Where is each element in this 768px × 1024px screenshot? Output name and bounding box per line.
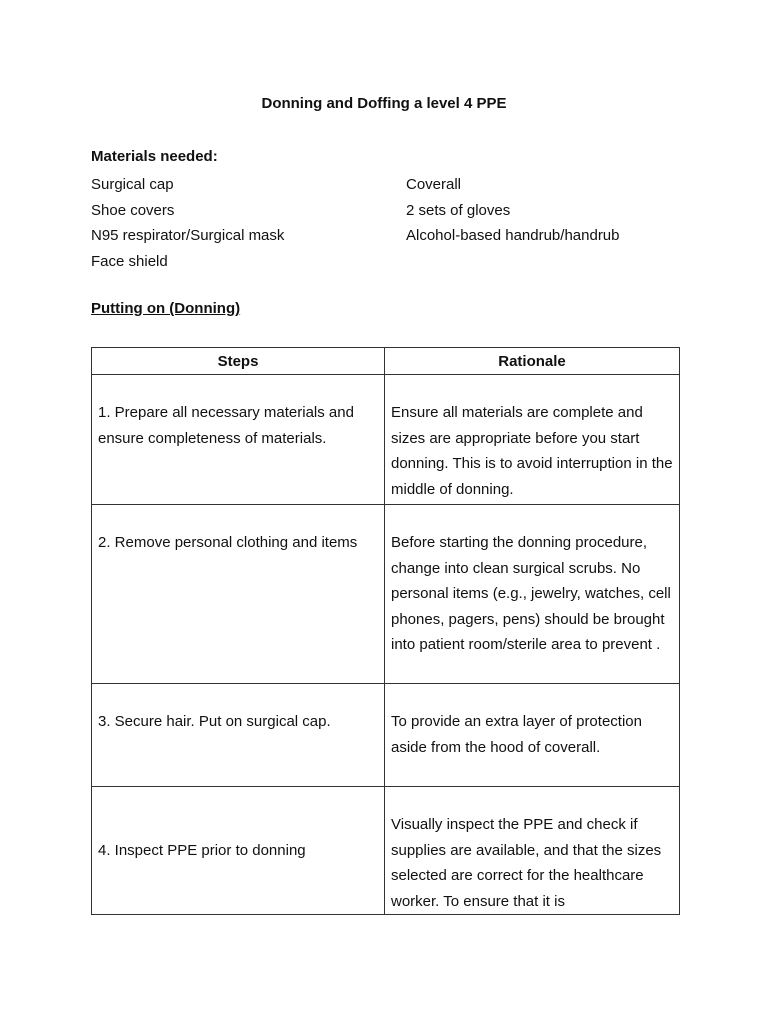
material-item: Alcohol-based handrub/handrub — [406, 227, 620, 244]
step-cell: 3. Secure hair. Put on surgical cap. — [92, 684, 385, 787]
step-cell: 4. Inspect PPE prior to donning — [92, 787, 385, 915]
materials-heading: Materials needed: — [91, 148, 218, 165]
table-row — [92, 375, 680, 505]
rationale-cell: Ensure all materials are complete and sizes are appropriate before you start donning. This is to avoid interruption in the middle of donning. — [385, 375, 680, 505]
document-title: Donning and Doffing a level 4 PPE — [261, 95, 507, 112]
material-item: Surgical cap — [91, 176, 174, 193]
materials-list-left — [91, 172, 284, 274]
material-item: N95 respirator/Surgical mask — [91, 227, 285, 244]
column-header-steps: Steps — [92, 348, 385, 375]
step-cell: 2. Remove personal clothing and items — [92, 505, 385, 684]
table-row — [92, 787, 680, 915]
table-header-row — [92, 348, 680, 375]
rationale-cell: To provide an extra layer of protection aside from the hood of coverall. — [385, 684, 680, 787]
table-row — [92, 505, 680, 684]
table-row — [92, 684, 680, 787]
rationale-cell: Before starting the donning procedure, change into clean surgical scrubs. No personal items (e.g., jewelry, watches, cell phones, pagers, pens) should be brought into patient room/sterile area to prevent . — [385, 505, 680, 684]
material-item: Coverall — [406, 176, 462, 193]
material-item: Face shield — [91, 252, 168, 270]
donning-steps-table — [91, 347, 680, 915]
material-item: 2 sets of gloves — [406, 201, 511, 219]
rationale-cell: Visually inspect the PPE and check if supplies are available, and that the sizes selected are correct for the healthcare worker. To ensure that it is — [385, 787, 680, 915]
step-cell: 1. Prepare all necessary materials and ensure completeness of materials. — [92, 375, 385, 505]
section-heading-donning: Putting on (Donning) — [91, 300, 241, 317]
material-item: Shoe covers — [91, 201, 175, 219]
materials-list-right — [406, 172, 620, 249]
column-header-rationale: Rationale — [385, 348, 680, 375]
